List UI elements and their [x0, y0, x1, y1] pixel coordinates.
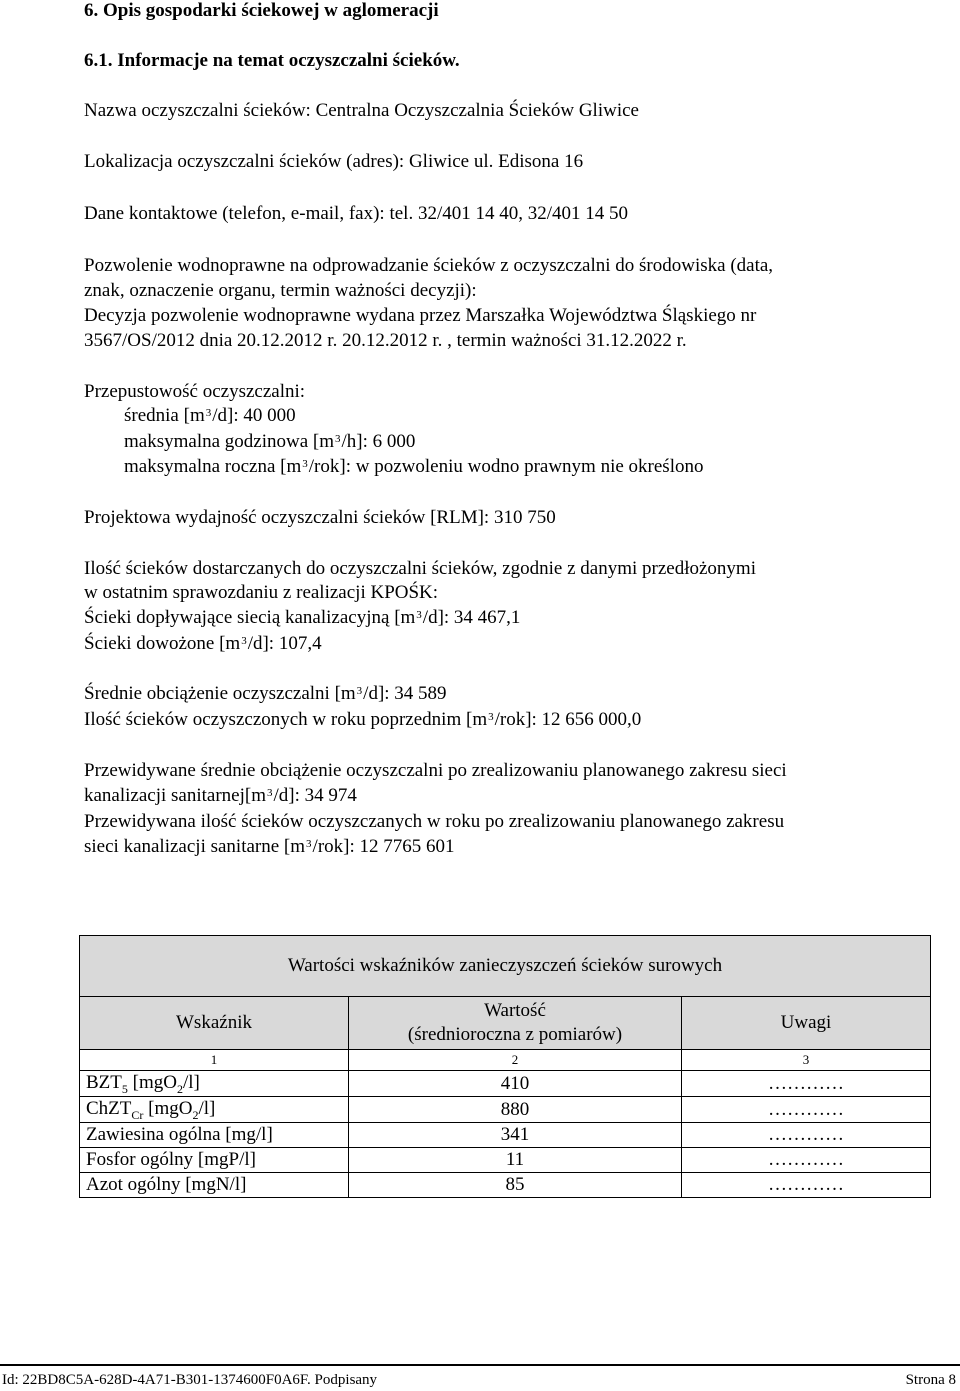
- table-title: Wartości wskaźników zanieczyszczeń ścieków surowych: [80, 936, 931, 997]
- capacity-title: Przepustowość oczyszczalni:: [84, 381, 306, 402]
- forecast-volume: sieci kanalizacji sanitarne $[m^3/rok]$: 12 7765 601: [84, 836, 455, 857]
- plant-contact: Dane kontaktowe (telefon, e-mail, fax): tel. 32/401 14 40, 32/401 14 50: [84, 203, 629, 224]
- footer-page-number: Strona 8: [905, 1372, 956, 1388]
- permit-line: Decyzja pozwolenie wodnoprawne wydana przez Marszałka Województwa Śląskiego nr: [84, 305, 757, 326]
- value-cell: 410: [349, 1071, 682, 1097]
- forecast-line: Przewidywane średnie obciążenie oczyszczalni po zrealizowaniu planowanego zakresu sieci: [84, 760, 787, 781]
- table-row: [80, 1148, 931, 1173]
- header-indicator: Wskaźnik: [80, 997, 349, 1050]
- delivered-truck: Ścieki dowożone $[m^3/d]$: 107,4: [84, 633, 322, 654]
- indicator-cell: Azot ogólny [mgN/l]: [80, 1173, 349, 1198]
- column-number: 3: [682, 1050, 931, 1071]
- pollutant-table: [79, 935, 931, 1198]
- notes-cell: …………: [682, 1148, 931, 1173]
- table-row: [80, 1173, 931, 1198]
- table-row: [80, 1071, 931, 1097]
- column-number: 2: [349, 1050, 682, 1071]
- value-cell: 341: [349, 1123, 682, 1148]
- notes-cell: …………: [682, 1173, 931, 1198]
- column-number: 1: [80, 1050, 349, 1071]
- header-value: Wartość (średnioroczna z pomiarów): [349, 997, 682, 1050]
- forecast-load: kanalizacji $sanitarnej[m^3/d]$: 34 974: [84, 785, 357, 806]
- header-notes: Uwagi: [682, 997, 931, 1050]
- indicator-cell: Fosfor ogólny [mgP/l]: [80, 1148, 349, 1173]
- table-row: [80, 1123, 931, 1148]
- design-capacity: Projektowa wydajność oczyszczalni ścieków [RLM]: 310 750: [84, 507, 556, 528]
- average-load: Średnie obciążenie oczyszczalni $[m^3/d]$: 34 589: [84, 683, 447, 704]
- delivered-sewer: Ścieki dopływające siecią kanalizacyjną $[m^3/d]$: 34 467,1: [84, 607, 521, 628]
- indicator-cell: Zawiesina ogólna [mg/l]: [80, 1123, 349, 1148]
- capacity-average: średnia $[m^3/d]$: 40 000: [124, 405, 296, 426]
- notes-cell: …………: [682, 1123, 931, 1148]
- value-cell: 85: [349, 1173, 682, 1198]
- permit-line: 3567/OS/2012 dnia 20.12.2012 r. 20.12.2012 r. , termin ważności 31.12.2022 r.: [84, 330, 687, 351]
- notes-cell: …………: [682, 1097, 931, 1123]
- plant-location: Lokalizacja oczyszczalni ścieków (adres): Gliwice ul. Edisona 16: [84, 151, 584, 172]
- permit-line: znak, oznaczenie organu, termin ważności decyzji):: [84, 280, 477, 301]
- subsection-heading: 6.1. Informacje na temat oczyszczalni ścieków.: [84, 50, 460, 71]
- footer-divider: [0, 1364, 960, 1366]
- indicator-cell: ChZT$_{Cr}$ [mgO$_2$/l]: [80, 1097, 349, 1123]
- delivered-line: w ostatnim sprawozdaniu z realizacji KPOŚK:: [84, 582, 439, 603]
- permit-line: Pozwolenie wodnoprawne na odprowadzanie ścieków z oczyszczalni do środowiska (data,: [84, 255, 774, 276]
- footer-id: Id: 22BD8C5A-628D-4A71-B301-1374600F0A6F. Podpisany: [2, 1372, 378, 1388]
- table-row: [80, 1097, 931, 1123]
- indicator-cell: $BZT_5$ [mgO$_2$/l]: [80, 1071, 349, 1097]
- capacity-max-yearly: maksymalna roczna $[m^3/rok]$: w pozwoleniu wodno prawnym nie określono: [124, 456, 704, 477]
- value-cell: 880: [349, 1097, 682, 1123]
- plant-name: Nazwa oczyszczalni ścieków: Centralna Oczyszczalnia Ścieków Gliwice: [84, 100, 639, 121]
- forecast-line: Przewidywana ilość ścieków oczyszczanych w roku po zrealizowaniu planowanego zakresu: [84, 811, 785, 832]
- value-cell: 11: [349, 1148, 682, 1173]
- section-heading: 6. Opis gospodarki ściekowej w aglomeracji: [84, 0, 439, 21]
- delivered-line: Ilość ścieków dostarczanych do oczyszczalni ścieków, zgodnie z danymi przedłożonymi: [84, 558, 756, 579]
- capacity-max-hourly: maksymalna godzinowa $[m^3/h]$: 6 000: [124, 431, 416, 452]
- notes-cell: …………: [682, 1071, 931, 1097]
- treated-previous-year: Ilość ścieków oczyszczonych w roku poprzednim $[m^3/rok]$: 12 656 000,0: [84, 709, 642, 730]
